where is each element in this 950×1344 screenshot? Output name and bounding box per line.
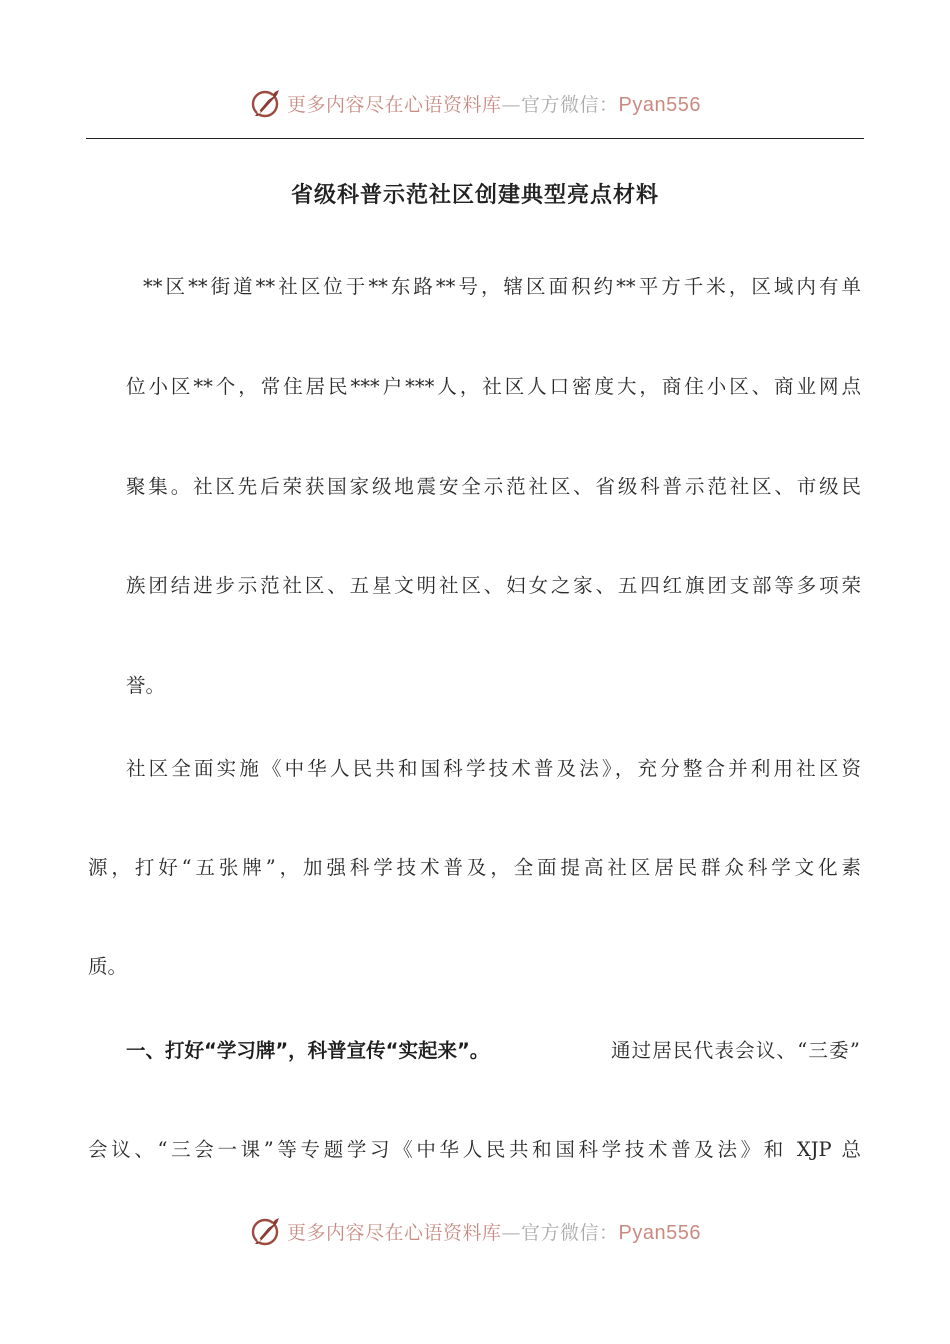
paragraph-1-line-2: 位小区**个，常住居民***户***人，社区人口密度大，商住小区、商业网点: [126, 375, 861, 398]
section-1-heading: 一、打好“学习牌”，科普宣传“实起来”。: [126, 1039, 490, 1062]
banner-brand: 更多内容尽在心语资料库: [287, 93, 502, 116]
paragraph-1-line-4: 族团结进步示范社区、五星文明社区、妇女之家、五四红旗团支部等多项荣: [126, 574, 861, 597]
footer-banner-wechat-label: 官方微信：: [521, 1221, 619, 1244]
banner-wechat-id: Pyan556: [618, 93, 701, 116]
footer-banner-separator: —: [501, 1221, 522, 1244]
footer-banner-brand: 更多内容尽在心语资料库: [287, 1221, 502, 1244]
header-divider: [86, 138, 864, 139]
document-title: 省级科普示范社区创建典型亮点材料: [290, 183, 659, 208]
quill-pen-logo-icon: [249, 86, 283, 120]
section-1-line-2: 会议、“三会一课”等专题学习《中华人民共和国科学技术普及法》和 XJP 总: [88, 1138, 861, 1161]
footer-banner-wechat-id: Pyan556: [618, 1221, 701, 1244]
footer-banner: [0, 1211, 950, 1251]
banner-wechat-label: 官方微信：: [521, 93, 619, 116]
paragraph-2-line-2: 源，打好“五张牌”，加强科学技术普及，全面提高社区居民群众科学文化素: [88, 856, 861, 879]
paragraph-1-line-3: 聚集。社区先后荣获国家级地震安全示范社区、省级科普示范社区、市级民: [126, 475, 861, 498]
paragraph-2-line-3: 质。: [88, 955, 128, 978]
paragraph-1-line-1: **区**街道**社区位于**东路**号，辖区面积约**平方千米，区域内有单: [143, 275, 861, 298]
quill-pen-logo-icon: [249, 1214, 283, 1248]
section-1-line-1-rest: 通过居民代表会议、“三委”: [610, 1039, 861, 1062]
banner-separator: —: [501, 93, 522, 116]
paragraph-2-line-1: 社区全面实施《中华人民共和国科学技术普及法》，充分整合并利用社区资: [126, 757, 861, 780]
paragraph-1-line-5: 誉。: [126, 674, 166, 697]
section-1-line-1: [126, 1039, 861, 1063]
header-banner: [0, 83, 950, 123]
